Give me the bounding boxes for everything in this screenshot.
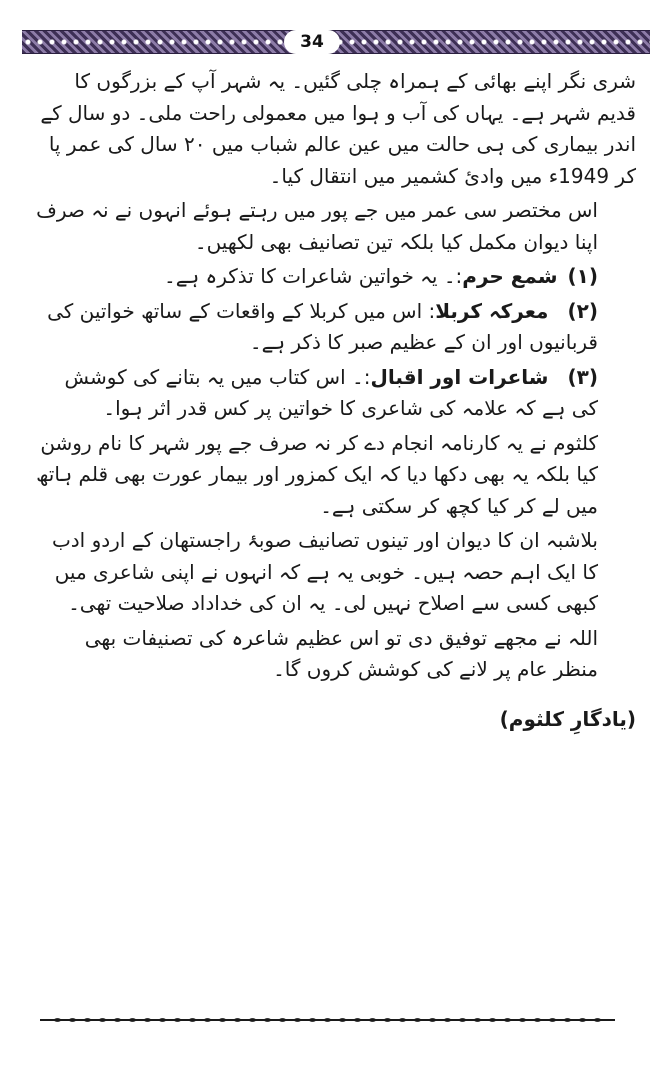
paragraph-2: اس مختصر سی عمر میں جے پور میں رہتے ہوئے انہوں نے نہ صرف اپنا دیوان مکمل کیا بلکہ تین تصانیف بھی لکھیں۔ <box>36 198 598 254</box>
signature: (یادگارِ کلثوم) <box>499 706 636 731</box>
work-number: (۱) <box>567 264 598 288</box>
work-description: :۔ یہ خواتین شاعرات کا تذکرہ ہے۔ <box>164 264 463 288</box>
work-description: :۔ اس کتاب میں یہ بتانے کی کوشش کی ہے کہ علامہ کی شاعری کا خواتین پر کس قدر اثر ہوا۔ <box>64 364 598 420</box>
work-description: : اس میں کربلا کے واقعات کے ساتھ خواتین کی قربانیوں اور ان کے عظیم صبر کا ذکر ہے۔ <box>47 298 598 354</box>
paragraph-5: اللہ نے مجھے توفیق دی تو اس عظیم شاعرہ کی تصنیفات بھی منظر عام پر لانے کی کوشش کروں گا۔ <box>84 625 598 681</box>
paragraph-1: شری نگر اپنے بھائی کے ہمراہ چلی گئیں۔ یہ شہر آپ کے بزرگوں کا قدیم شہر ہے۔ یہاں کی آب و ہوا میں معمولی راحت ملی۔ دو سال کے اندر بیماری کی ہی حالت میں عین عالم شباب میں ۲۰ سال کی عمر پا کر 1949ء میں وادیٔ کشمیر میں انتقال کیا۔ <box>40 69 636 188</box>
paragraph-4: بلاشبہ ان کا دیوان اور تینوں تصانیف صوبۂ راجستھان کے اردو ادب کا ایک اہم حصہ ہیں۔ خوبی یہ ہے کہ انہوں نے اپنی شاعری میں کبھی کسی سے اصلاح نہیں لی۔ یہ ان کی خداداد صلاحیت تھی۔ <box>51 528 598 615</box>
work-number: (۲) <box>567 298 598 323</box>
paragraph-3: کلثوم نے یہ کارنامہ انجام دے کر نہ صرف جے پور شہر کا نام روشن کیا بلکہ یہ بھی دکھا دیا کہ ایک کمزور اور بیمار عورت بھی قلم ہاتھ میں لے کر کیا کچھ کر سکتی ہے۔ <box>36 430 598 518</box>
work-title: شاعرات اور اقبال <box>370 364 549 389</box>
page-number: 34 <box>284 30 340 54</box>
work-body <box>164 261 558 293</box>
work-number: (۳) <box>567 364 598 389</box>
page-body <box>36 66 636 755</box>
footer-ornament-rule <box>40 1013 615 1027</box>
work-item-1 <box>36 261 636 293</box>
work-title: شمع حرم <box>462 264 558 288</box>
footer-dots <box>50 1016 605 1024</box>
work-item-3 <box>36 362 636 425</box>
work-item-2 <box>36 296 636 359</box>
work-title: معرکہ کربلا <box>435 298 549 323</box>
